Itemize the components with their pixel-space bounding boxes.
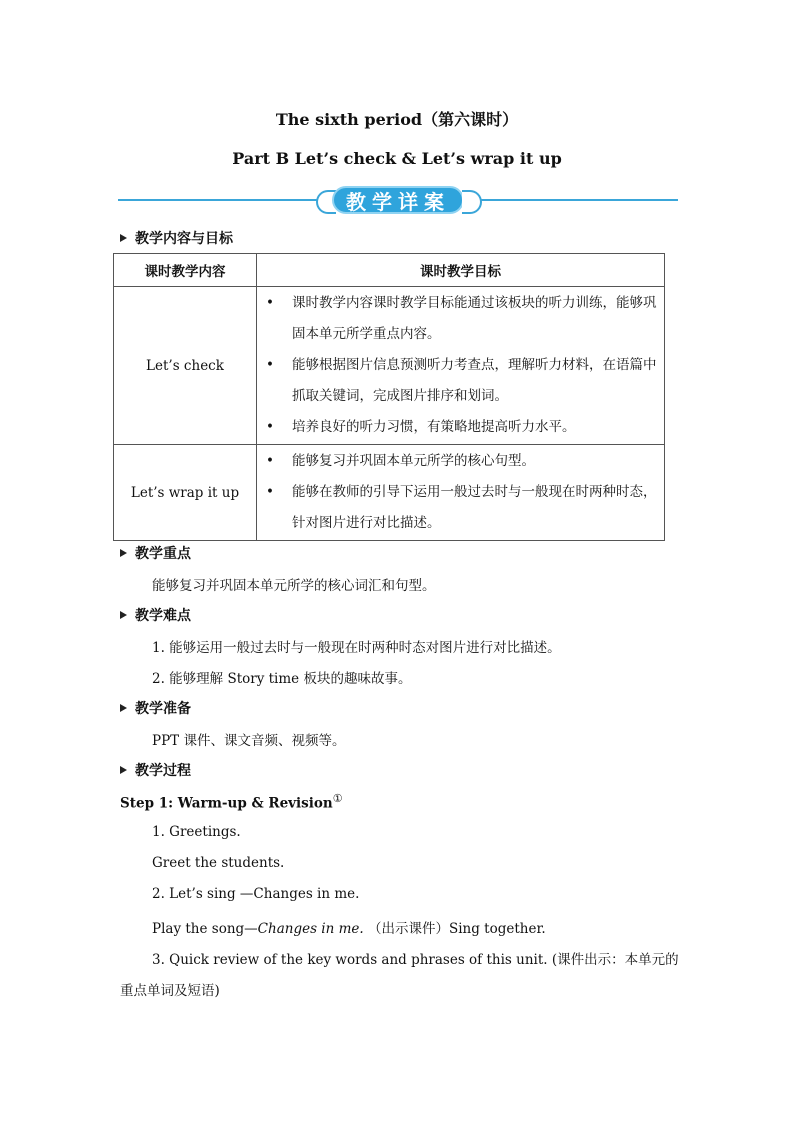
process-item-continued: 重点单词及短语) <box>120 983 220 999</box>
page-subtitle: Part B Let’s check & Let’s wrap it up <box>232 149 562 168</box>
section-heading-process: 教学过程 <box>120 760 191 780</box>
triangle-bullet-icon <box>120 766 127 774</box>
difficulty-item: 1. 能够运用一般过去时与一般现在时两种时态对图片进行对比描述。 <box>152 640 561 656</box>
table-row <box>114 287 665 445</box>
table-cell-content: Let’s wrap it up <box>114 445 257 541</box>
table-header-row <box>114 254 665 287</box>
goals-table <box>113 253 665 541</box>
section-banner <box>118 184 678 216</box>
goal-item: • 课时教学内容课时教学目标能通过该板块的听力训练，能够巩固本单元所学重点内容。 <box>258 288 663 350</box>
key-points-text: 能够复习并巩固本单元所学的核心词汇和句型。 <box>152 578 436 594</box>
step-1-title: Step 1: Warm-up & Revision① <box>120 792 343 812</box>
banner-line-right <box>480 199 678 201</box>
banner-line-left <box>118 199 318 201</box>
preparation-text: PPT 课件、课文音频、视频等。 <box>152 733 346 749</box>
table-row <box>114 445 665 541</box>
process-item: 1. Greetings. <box>152 824 241 840</box>
section-heading-key-points: 教学重点 <box>120 543 191 563</box>
process-item: 2. Let’s sing —Changes in me. <box>152 886 360 902</box>
difficulty-item: 2. 能够理解 Story time 板块的趣味故事。 <box>152 671 412 687</box>
banner-cap-right <box>462 190 482 214</box>
triangle-bullet-icon <box>120 611 127 619</box>
section-heading-preparation: 教学准备 <box>120 698 191 718</box>
goal-item: • 培养良好的听力习惯，有策略地提高听力水平。 <box>258 412 663 443</box>
song-title: Changes in me. <box>257 921 364 937</box>
table-cell-goals <box>257 445 665 541</box>
process-item: 3. Quick review of the key words and phrases of this unit. (课件出示：本单元的 <box>152 952 679 968</box>
section-heading-goals: 教学内容与目标 <box>120 228 233 248</box>
process-item-detail: Greet the students. <box>152 855 285 871</box>
section-heading-difficulties: 教学难点 <box>120 605 191 625</box>
table-header-content: 课时教学内容 <box>114 254 257 287</box>
process-item-detail: Play the song—Changes in me. （出示课件）Sing together. <box>152 921 546 937</box>
table-cell-content: Let’s check <box>114 287 257 445</box>
goal-item: • 能够根据图片信息预测听力考查点，理解听力材料，在语篇中抓取关键词，完成图片排序和划词。 <box>258 350 663 412</box>
table-cell-goals <box>257 287 665 445</box>
goal-item: • 能够复习并巩固本单元所学的核心句型。 <box>258 446 663 477</box>
goal-item: • 能够在教师的引导下运用一般过去时与一般现在时两种时态，针对图片进行对比描述。 <box>258 477 663 539</box>
triangle-bullet-icon <box>120 704 127 712</box>
triangle-bullet-icon <box>120 549 127 557</box>
page-title: The sixth period（第六课时） <box>275 110 519 129</box>
table-header-goals: 课时教学目标 <box>257 254 665 287</box>
banner-label: 教学详案 <box>332 186 464 214</box>
footnote-marker: ① <box>332 792 343 805</box>
triangle-bullet-icon <box>120 234 127 242</box>
